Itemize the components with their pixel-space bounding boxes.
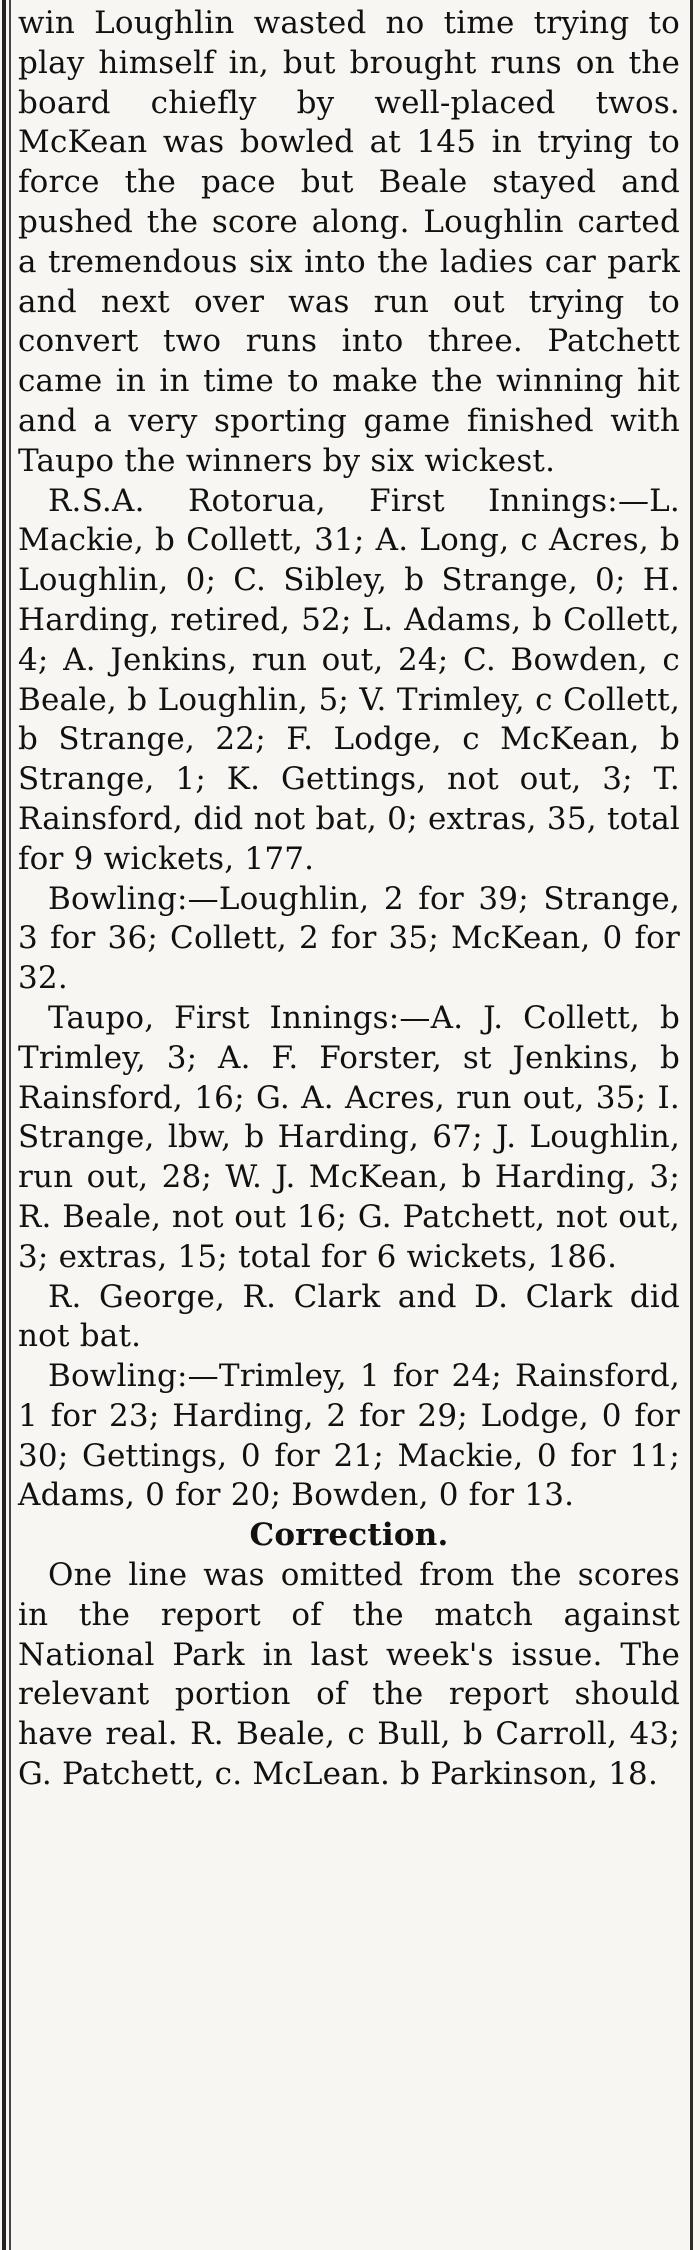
rsa-first-innings-paragraph: R.S.A. Rotorua, First Innings:—L. Mackie, b Collett, 31; A. Long, c Acres, b Loughlin, 0; C. Sibley, b Strange, 0; H. Harding, retired, 52; L. Adams, b Collett, 4; A. Jenkins, run out, 24; C. Bowden, c Beale, b Loughlin, 5; V. Trimley, c Collett, b Strange, 22; F. Lodge, c McKean, b Strange, 1; K. Gettings, not out, 3; T. Rainsford, did not bat, 0; extras, 35, total for 9 wickets, 177. bbox=[18, 482, 680, 877]
taupo-bowling-paragraph: Bowling:—Loughlin, 2 for 39; Strange, 3 for 36; Collett, 2 for 35; McKean, 0 for 32. bbox=[18, 880, 680, 997]
did-not-bat-paragraph: R. George, R. Clark and D. Clark did not bat. bbox=[18, 1278, 680, 1355]
correction-heading: Correction. bbox=[249, 1517, 449, 1554]
column-rule-left bbox=[2, 0, 6, 2250]
column-rule-right bbox=[690, 0, 693, 2250]
opening-paragraph: win Loughlin wasted no time trying to play himself in, but brought runs on the board chiefly by well-placed twos. McKean was bowled at 145 in trying to force the pace but Beale stayed and pushed the score along. Loughlin carted a tremendous six into the ladies car park and next over was run out trying to convert two runs into three. Patchett came in in time to make the winning hit and a very sporting game finished with Taupo the winners by six wickest. bbox=[18, 5, 680, 479]
rsa-bowling-paragraph: Bowling:—Trimley, 1 for 24; Rainsford, 1 for 23; Harding, 2 for 29; Lodge, 0 for 30; Gettings, 0 for 21; Mackie, 0 for 11; Adams, 0 for 20; Bowden, 0 for 13. bbox=[18, 1358, 680, 1514]
correction-paragraph: One line was omitted from the scores in the report of the match against National Park in last week's issue. The relevant portion of the report should have real. R. Beale, c Bull, b Carroll, 43; G. Patchett, c. McLean. b Parkinson, 18. bbox=[18, 1557, 680, 1793]
taupo-first-innings-paragraph: Taupo, First Innings:—A. J. Collett, b Trimley, 3; A. F. Forster, st Jenkins, b Rainsford, 16; G. A. Acres, run out, 35; I. Strange, lbw, b Harding, 67; J. Loughlin, run out, 28; W. J. McKean, b Harding, 3; R. Beale, not out 16; G. Patchett, not out, 3; extras, 15; total for 6 wickets, 186. bbox=[18, 999, 680, 1275]
column-rule-left-inner bbox=[9, 0, 11, 2250]
article-column bbox=[18, 4, 680, 1795]
